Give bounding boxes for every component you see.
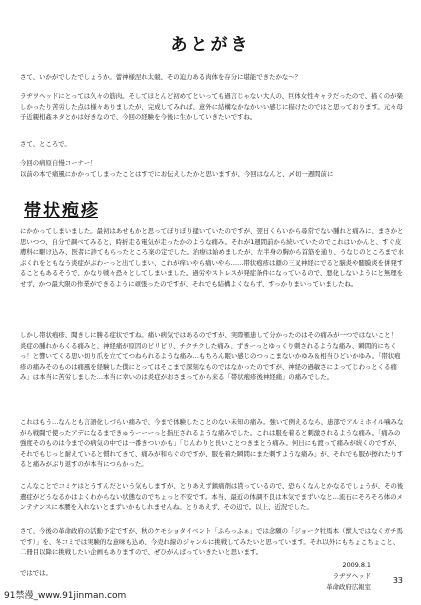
signature-date: 2009.8.1: [342, 561, 371, 569]
watermark: 91禁漫_www.91jinman.com: [4, 591, 127, 601]
paragraph-neuralgia: これはもう…なんとも言語化しづらい痛みで、今まで体験したことのない未知の痛み。強いて例えるなら、患部でアルミホイル噛みながら戦闘で使ったアデになるまできゅうーーーっと指圧されるような痛みでした。これは服を着ると刺激されるような痛み。「痛みの強度そのものは今までの病気の中では一番きついかも」「じんわりと長いことつきまとう痛み。何日にも渡って痛みが続くのですが、それでもじっと耐えていると慣れてきて、痛みが和らぐのですが、服を着た瞬間にまた刺すような痛み」が、それでも服が擦れたりすると痛みがぶり返すのが本当につらかった。: [20, 418, 404, 469]
paragraph-reflection: ラヂヲヘッドにとっては久々の筋肉。そしてほとんど初めてといっても過言じゃない大人の、巨体女性キャラだったので、描くのが楽しかったり苦労した点は様々ありましたが、完成してみれば、意外に結構なかなかいい感じに描けたのではと思っております。元々母子近親相姦ネタとかは好きなので、今回の経験を今後に生かしていきたいですね。: [20, 92, 403, 122]
paragraph-intro: さて、いかがでしたでしょうか。蕾神様涅れ太競、その迫力ある肉体を存分に堪能できたかな～？: [20, 73, 302, 81]
closing-text: ではでは。: [20, 569, 52, 577]
signature-circle: 革命政府広報室: [326, 583, 371, 591]
signature-author: ラヂヲヘッド: [332, 572, 371, 580]
paragraph-future-plans: さて、今後の革命政府の活動予定ですが、秋のケモショタイベント「ふらっふぁ」では念願の「ジョーク牡馬本（獣人ではなくガチ馬です）」を、冬コミでは実験的な意味も込め、今売れ線のジャンルに挑戦してみたいと思っています。それ以外にもちょこちょこと、二冊目以降に挑戦したい企画もありますので、ぜひがんばっていきたいと思います。: [20, 527, 403, 557]
paragraph-transition: さて、ところで。: [20, 140, 71, 148]
paragraph-onset: にかかってしまいました。最初はあせもかと思ってぽりぽり掻いていたのですが、翌日くらいから尋常でない腫れと痛みに、まさかと思いつつ、自分で調べてみると、時折走る電気が走ったかのような痛み。それが1週間前から続いていたのでこれはいかんと、すぐ皮膚科に駆け込み、医者に診てもらったところ案の定でした。治療は始めましたが、左半身の胸から首筋を通り、うなじのところまで水ぶくれをともなう炎症がぶわーっと出てしまい、これが痒いやら痛いやら……帯状疱疹は顔の三叉神経にでると脳炎や髄膜炎を併発することもあるそうで、かなり戦々恐々としてしまいました。過労やストレスが発症条件になっているので、悪化しないようにと無理をせず、かつ最大限の作業ができるように頑張ったのですが、それでも結構よくならず、すっかりまいっていましたね。: [20, 227, 404, 288]
paragraph-symptoms: しかし帯状疱疹、聞きしに勝る症状ですね。痛い病気ではあるのですが、実際罹患して分かったのはその痛みが一つではないこと！ 炎症の腫れからくる痛みと、神経痛が原因のピリピリ、チクチクした痛み、ずきーっとゆっくり刺されるような痛み、瞬間的にちくっ！と響いてくる思い切り爪を立ててつねられるような痛み…もちろん眠い感じのつっこまないかゆみ＆相当ひどいかゆみ。「帯状疱疹の痛みそのものは痛風を経験した僕にとってはそこまで深刻なものではなかったのですが、神経の過敏さによってじわっとくる痛み」は本当に苦労しました…本当に幸いのは炎症がおさまってから来る「帯状疱疹後神経痛」の痛みでした。: [20, 331, 404, 382]
paragraph-illness-intro: 今回の病原自慢コーナー！ 以前の本で痛風にかかってしまったことはすでにお伝えしたかと思いますが、今回はなんと、〆切一週間前に: [20, 159, 334, 178]
page-title: あとがき: [170, 35, 251, 55]
paragraph-comike: こんなことでコミケはとうすんだという気もしますが、とりあえず鎮痛剤は貰っているので、恐らくなんとかなるでしょうが、その後遺症がどうなるかはよくわからない状態なのでちょっと不安です。本当、最近の体調不良は本気でまずいなと…流石にそろそろ体のメンテナンスに本腰を入れないとまずいかもしれませんね。とりあえず、その辺で。以上、近況でした。: [20, 482, 404, 512]
heading-underline: [24, 217, 98, 218]
section-heading: 帯状疱疹: [24, 201, 100, 221]
page-number: 33: [392, 576, 403, 585]
